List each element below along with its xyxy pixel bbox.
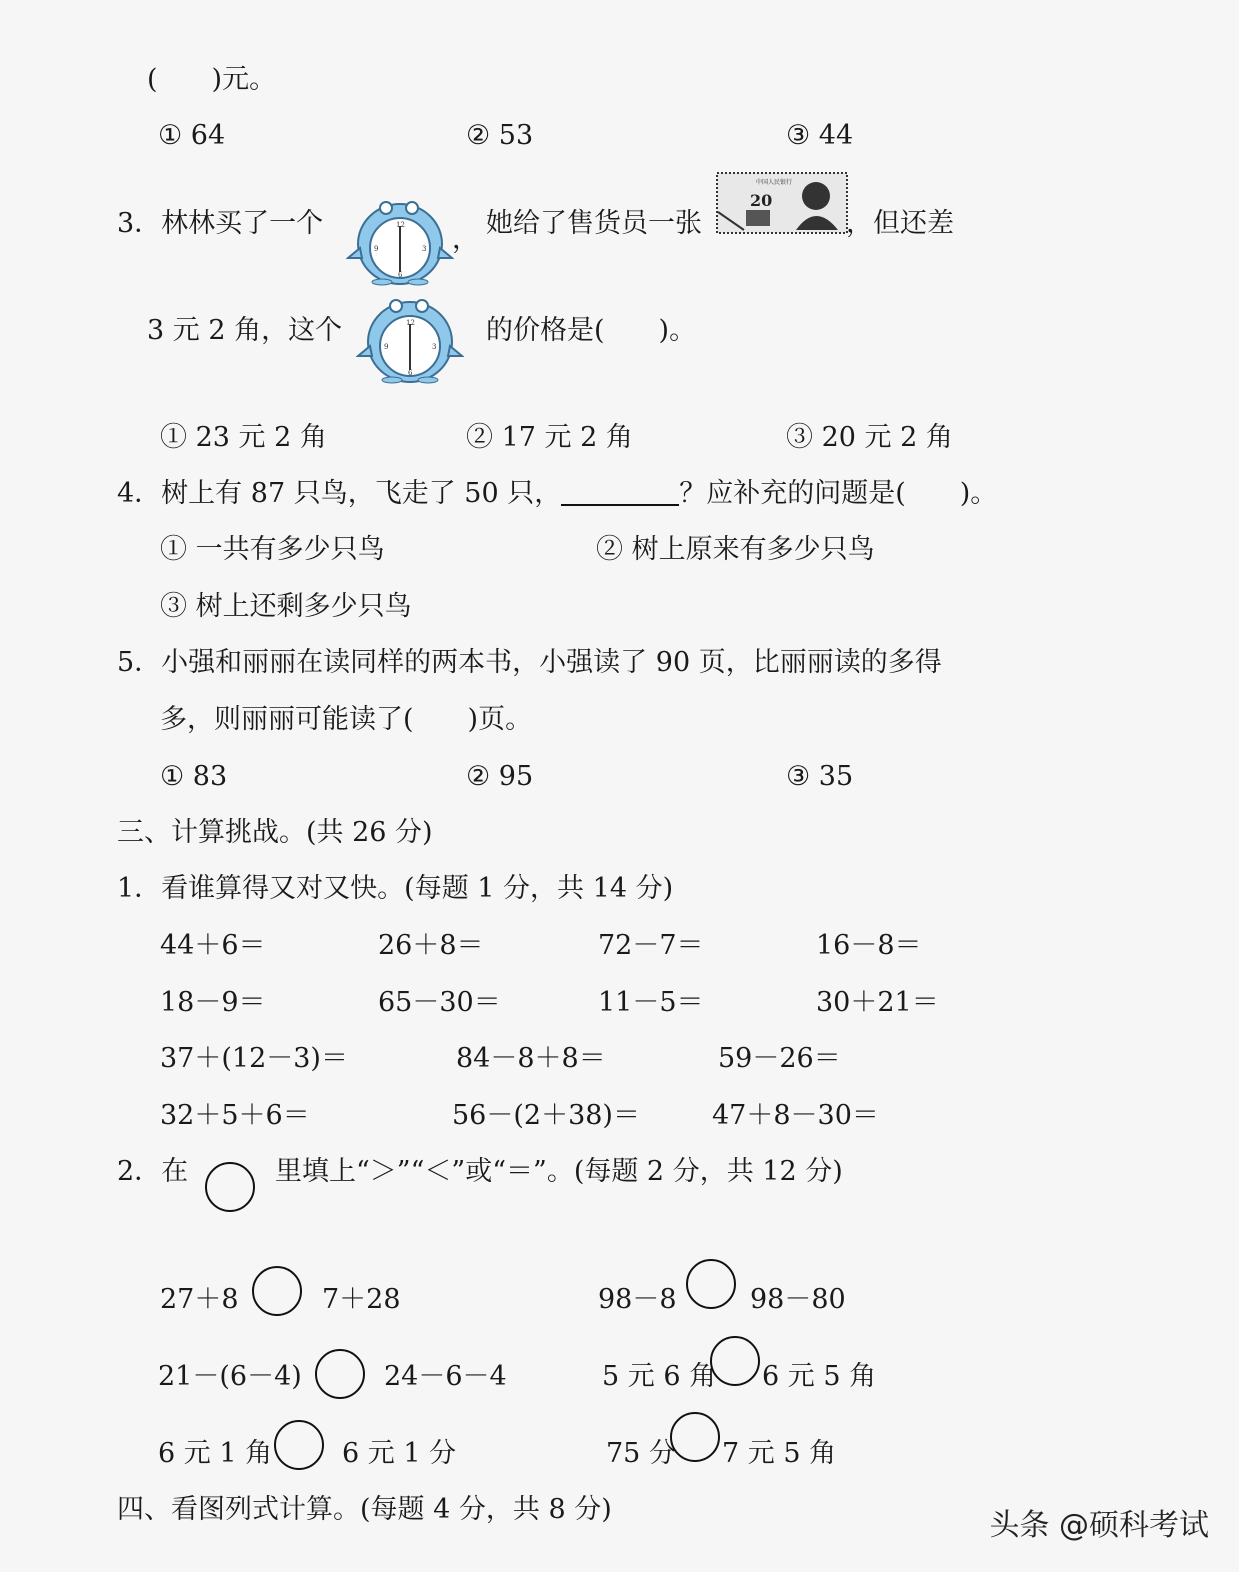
- compare-left: 6 元 1 角: [158, 1438, 273, 1469]
- compare-circle[interactable]: [670, 1412, 720, 1462]
- compare-circle-example: [205, 1162, 255, 1212]
- penguin-clock-icon: [346, 196, 454, 286]
- option-1: ① 64: [158, 120, 226, 151]
- q3-text-3: ，但还差: [846, 208, 954, 239]
- option-2: ② 17 元 2 角: [466, 422, 633, 453]
- option-3: ③ 35: [786, 761, 854, 792]
- compare-circle[interactable]: [252, 1266, 302, 1316]
- option-3: ③ 44: [786, 120, 854, 151]
- compare-right: 24－6－4: [384, 1361, 507, 1392]
- compare-right: 6 元 5 角: [762, 1361, 877, 1392]
- arith-item: 44＋6＝: [160, 930, 266, 961]
- penguin-clock-icon: [356, 294, 464, 384]
- q5-text-2: 多，则丽丽可能读了( )页。: [160, 704, 533, 735]
- option-2: ② 树上原来有多少只鸟: [596, 534, 875, 565]
- q3-text-2: 她给了售货员一张: [486, 208, 702, 239]
- q4-text-1: 4．树上有 87 只鸟，飞走了 50 只，: [117, 478, 562, 509]
- answer-blank-line: ( )元。: [147, 64, 277, 95]
- arith-item: 32＋5＋6＝: [160, 1100, 310, 1131]
- q5-text-1: 5．小强和丽丽在读同样的两本书，小强读了 90 页，比丽丽读的多得: [117, 647, 942, 678]
- compare-right: 7＋28: [322, 1284, 401, 1315]
- option-3: ③ 树上还剩多少只鸟: [160, 591, 412, 622]
- compare-left: 5 元 6 角: [602, 1361, 717, 1392]
- option-1: ① 一共有多少只鸟: [160, 534, 385, 565]
- compare-left: 98－8: [598, 1284, 677, 1315]
- q3-text-4: 3 元 2 角，这个: [147, 315, 343, 346]
- arith-item: 56－(2＋38)＝: [452, 1100, 640, 1131]
- section-title: 三、计算挑战。(共 26 分): [117, 817, 433, 848]
- compare-left: 27＋8: [160, 1284, 239, 1315]
- arith-item: 18－9＝: [160, 987, 266, 1018]
- question-heading-2b: 里填上“＞”“＜”或“＝”。(每题 2 分，共 12 分): [275, 1156, 843, 1187]
- option-1: ① 83: [160, 761, 228, 792]
- section-title: 四、看图列式计算。(每题 4 分，共 8 分): [117, 1494, 612, 1525]
- svg-text:中国人民银行: 中国人民银行: [756, 179, 793, 186]
- compare-circle[interactable]: [315, 1349, 365, 1399]
- arith-item: 16－8＝: [816, 930, 922, 961]
- arith-item: 11－5＝: [598, 987, 704, 1018]
- arith-item: 72－7＝: [598, 930, 704, 961]
- arith-item: 47＋8－30＝: [712, 1100, 879, 1131]
- arith-item: 84－8＋8＝: [456, 1043, 606, 1074]
- svg-text:6: 6: [398, 271, 403, 279]
- svg-text:20: 20: [750, 191, 773, 210]
- compare-circle[interactable]: [710, 1336, 760, 1386]
- q3-text-5: 的价格是( )。: [486, 315, 697, 346]
- q3-comma: ，: [452, 224, 479, 255]
- compare-right: 98－80: [750, 1284, 846, 1315]
- arith-item: 37＋(12－3)＝: [160, 1043, 348, 1074]
- question-heading-2a: 2．在: [117, 1156, 189, 1187]
- compare-circle[interactable]: [274, 1420, 324, 1470]
- option-3: ③ 20 元 2 角: [786, 422, 953, 453]
- question-heading: 1．看谁算得又对又快。(每题 1 分，共 14 分): [117, 873, 674, 904]
- svg-text:3: 3: [432, 343, 437, 351]
- compare-left: 21－(6－4): [158, 1361, 302, 1392]
- q4-text: [117, 480, 997, 507]
- arith-item: 26＋8＝: [378, 930, 484, 961]
- q4-text-2: ？应补充的问题是( )。: [679, 478, 998, 509]
- watermark: 头条 @硕科考试: [989, 1508, 1209, 1543]
- compare-left: 75 分: [606, 1438, 676, 1469]
- arith-item: 65－30＝: [378, 987, 501, 1018]
- compare-circle[interactable]: [686, 1259, 736, 1309]
- compare-right: 6 元 1 分: [342, 1438, 457, 1469]
- option-2: ② 53: [466, 120, 534, 151]
- arith-item: 30＋21＝: [816, 987, 939, 1018]
- svg-text:12: 12: [396, 221, 405, 229]
- compare-right: 7 元 5 角: [722, 1438, 837, 1469]
- option-1: ① 23 元 2 角: [160, 422, 327, 453]
- svg-text:3: 3: [422, 245, 427, 253]
- svg-text:12: 12: [406, 319, 415, 327]
- banknote-20-icon: [716, 172, 848, 234]
- q3-text-1: 3．林林买了一个: [117, 208, 324, 239]
- option-2: ② 95: [466, 761, 534, 792]
- svg-text:9: 9: [384, 343, 389, 351]
- fill-blank-line: [561, 504, 679, 506]
- svg-text:6: 6: [408, 369, 413, 377]
- arith-item: 59－26＝: [718, 1043, 841, 1074]
- svg-text:9: 9: [374, 245, 379, 253]
